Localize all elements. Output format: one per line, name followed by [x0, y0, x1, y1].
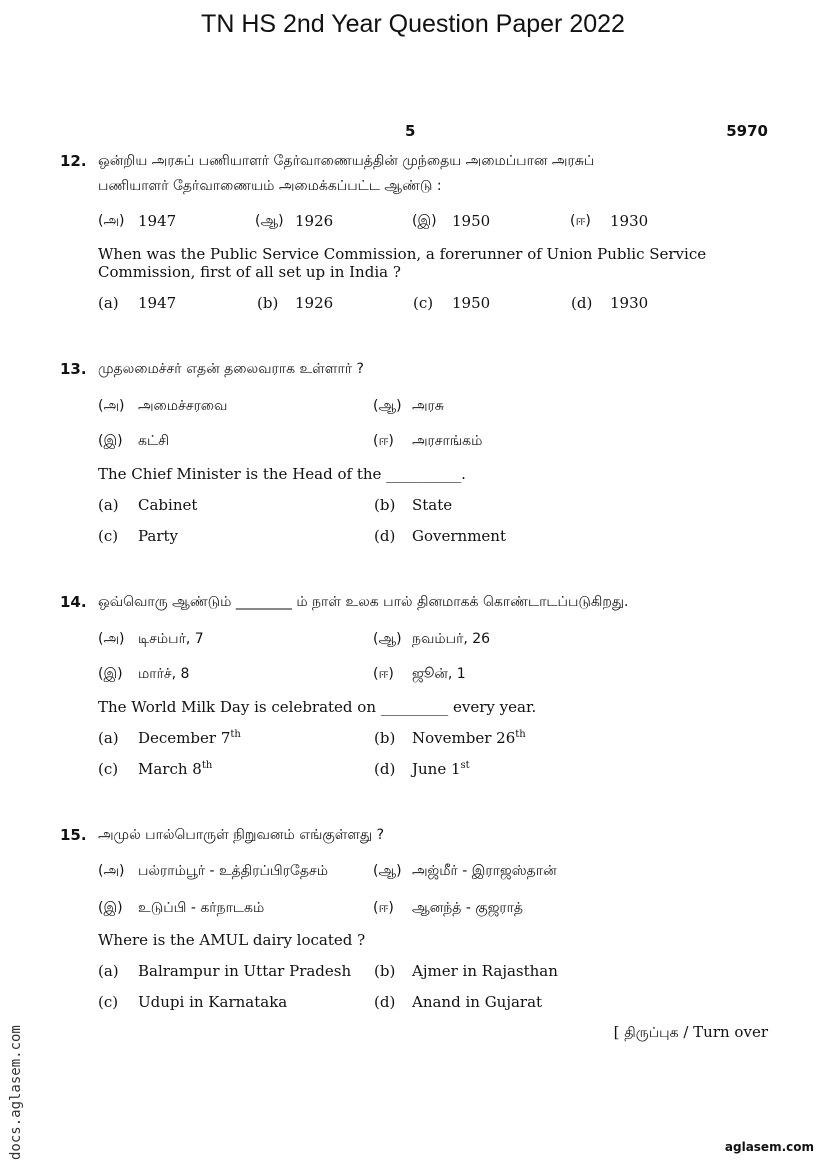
option-label: (a) [98, 962, 119, 980]
option-label: (ஆ) [255, 213, 284, 229]
option-value: 1947 [138, 294, 177, 312]
option-value: 1930 [610, 294, 649, 312]
option-label: (c) [98, 760, 119, 778]
option-label: (அ) [98, 863, 125, 879]
option-label: (a) [98, 294, 119, 312]
option-label: (d) [374, 527, 396, 545]
option-label: (ஆ) [373, 398, 402, 414]
option-value: உடுப்பி - கர்நாடகம் [138, 900, 265, 916]
tamil-question: ஒவ்வொரு ஆண்டும் ________ ம் நாள் உலக பால் தினமாகக் கொண்டாடப்படுகிறது. [98, 594, 629, 610]
question-number: 13. [60, 360, 87, 378]
option-label: (ஈ) [373, 433, 394, 449]
option-value: 1926 [295, 294, 334, 312]
page-title: TN HS 2nd Year Question Paper 2022 [201, 10, 625, 38]
option-label: (அ) [98, 398, 125, 414]
option-value: Balrampur in Uttar Pradesh [138, 962, 352, 980]
turn-over-tamil: திருப்புக [624, 1025, 679, 1041]
tamil-question-line: பணியாளர் தேர்வாணையம் அமைக்கப்பட்ட ஆண்டு : [98, 178, 442, 194]
tamil-question: முதலமைச்சர் எதன் தலைவராக உள்ளார் ? [98, 361, 364, 377]
page-number: 5 [405, 122, 416, 140]
option-value: 1947 [138, 212, 177, 230]
option-value: Government [412, 527, 506, 545]
tamil-question-line: ஒன்றிய அரசுப் பணியாளர் தேர்வாணையத்தின் முந்தைய அமைப்பான அரசுப் [98, 153, 595, 169]
footer-site: aglasem.com [724, 1140, 814, 1154]
option-label: (d) [571, 294, 593, 312]
option-label: (ஆ) [373, 631, 402, 647]
option-value: அரசாங்கம் [412, 433, 483, 449]
option-label: (b) [374, 729, 396, 747]
option-value: March 8th [138, 760, 213, 778]
option-label: (இ) [98, 433, 123, 449]
option-value: டிசம்பர், 7 [138, 631, 204, 647]
watermark: docs.aglasem.com [8, 1025, 24, 1160]
option-label: (c) [98, 993, 119, 1011]
turn-over-bracket: [ [613, 1023, 620, 1041]
paper-code: 5970 [726, 122, 768, 140]
option-value: Udupi in Karnataka [138, 993, 288, 1011]
option-label: (b) [374, 496, 396, 514]
option-value: மார்ச், 8 [138, 666, 190, 682]
option-label: (d) [374, 760, 396, 778]
option-label: (அ) [98, 631, 125, 647]
option-value: 1926 [295, 212, 334, 230]
option-value: Party [138, 527, 179, 545]
option-value: Ajmer in Rajasthan [412, 962, 558, 980]
option-value: 1930 [610, 212, 649, 230]
option-value: கட்சி [138, 433, 170, 449]
option-label: (a) [98, 496, 119, 514]
option-label: (ஆ) [373, 863, 402, 879]
question-number: 12. [60, 152, 87, 170]
english-question: Where is the AMUL dairy located ? [98, 931, 366, 949]
option-value: State [412, 496, 453, 514]
option-label: (ஈ) [373, 900, 394, 916]
option-label: (b) [257, 294, 279, 312]
option-value: அரசு [412, 398, 444, 414]
turn-over-separator: / [683, 1023, 689, 1041]
option-value: June 1st [412, 760, 470, 778]
ordinal-suffix: th [201, 760, 213, 771]
option-value: Anand in Gujarat [412, 993, 543, 1011]
option-label: (இ) [412, 213, 437, 229]
option-value: அமைச்சரவை [138, 398, 228, 414]
option-label: (b) [374, 962, 396, 980]
option-value: ஆனந்த் - குஜராத் [412, 900, 524, 916]
option-label: (d) [374, 993, 396, 1011]
option-label: (ஈ) [570, 213, 591, 229]
option-label: (இ) [98, 666, 123, 682]
option-label: (c) [413, 294, 434, 312]
option-value: ஜூன், 1 [412, 666, 466, 682]
ordinal-suffix: th [515, 729, 526, 740]
ordinal-suffix: st [460, 760, 470, 771]
english-question-line: When was the Public Service Commission, a forerunner of Union Public Service [98, 245, 707, 263]
option-value: 1950 [452, 294, 491, 312]
ordinal-suffix: th [230, 729, 241, 740]
question-number: 14. [60, 593, 87, 611]
turn-over-english: Turn over [693, 1023, 768, 1041]
option-value: December 7th [138, 729, 241, 747]
english-question: The Chief Minister is the Head of the __________. [98, 465, 466, 483]
option-value: 1950 [452, 212, 491, 230]
option-label: (c) [98, 527, 119, 545]
turn-over-note [614, 1023, 768, 1043]
english-question-line: Commission, first of all set up in India ? [98, 263, 401, 281]
option-value: Cabinet [138, 496, 198, 514]
option-value: பல்ராம்பூர் - உத்திரப்பிரதேசம் [138, 863, 328, 879]
option-label: (a) [98, 729, 119, 747]
option-value: அஜ்மீர் - இராஜஸ்தான் [412, 863, 557, 879]
option-label: (ஈ) [373, 666, 394, 682]
option-value: November 26th [412, 729, 526, 747]
option-label: (அ) [98, 213, 125, 229]
english-question: The World Milk Day is celebrated on _________ every year. [98, 698, 537, 716]
tamil-question: அமுல் பால்பொருள் நிறுவனம் எங்குள்ளது ? [98, 827, 385, 843]
option-value: நவம்பர், 26 [412, 631, 491, 647]
question-number: 15. [60, 826, 87, 844]
option-label: (இ) [98, 900, 123, 916]
